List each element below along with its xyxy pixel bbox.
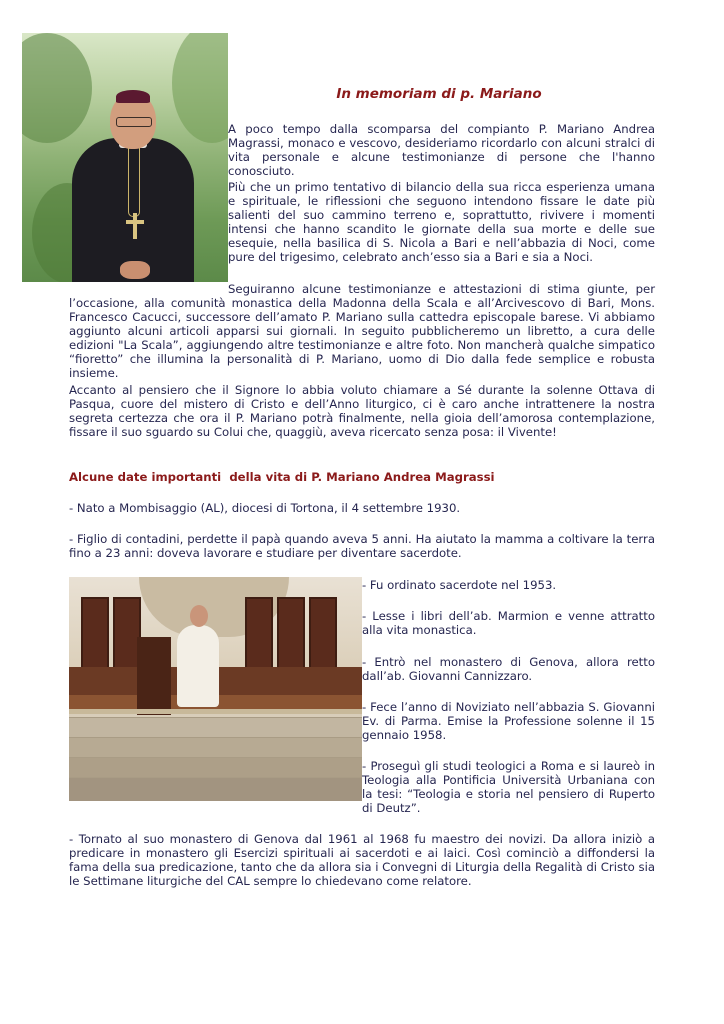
date-item: - Entrò nel monastero di Genova, allora retto dall’ab. Giovanni Cannizzaro.: [362, 655, 655, 683]
date-item: - Fu ordinato sacerdote nel 1953.: [362, 578, 557, 592]
date-item: - Tornato al suo monastero di Genova dal 1961 al 1968 fu maestro dei novizi. Da allora iniziò a predicare in monastero gli Esercizi spirituali ai sacerdoti e ai laici. Così cominciò a diffondersi la fama della sua predicazione, tanto che da allora sia i Convegni di Liturgia della Regalità di Cristo sia le Settimane liturgiche del CAL sempre lo chiedevano come relatore.: [69, 832, 655, 888]
date-item: - Nato a Mombisaggio (AL), diocesi di Tortona, il 4 settembre 1930.: [69, 501, 461, 515]
date-item: - Lesse i libri dell’ab. Marmion e venne attratto alla vita monastica.: [362, 609, 655, 637]
body-paragraph-2: Accanto al pensiero che il Signore lo abbia voluto chiamare a Sé durante la solenne Ottava di Pasqua, cuore del mistero di Cristo e dell’Anno liturgico, ci è caro anche intrattenere la nostra segreta certezza che ora il P. Mariano potrà finalmente, nella gioia dell’amorosa contemplazione, fissare il suo sguardo su Colui che, quaggiù, aveva ricercato senza posa: il Vivente!: [69, 383, 655, 439]
page-title: In memoriam di p. Mariano: [336, 86, 542, 102]
date-item: - Fece l’anno di Noviziato nell’abbazia S. Giovanni Ev. di Parma. Emise la Professione solenne il 15 gennaio 1958.: [362, 700, 655, 742]
date-item: - Figlio di contadini, perdette il papà quando aveva 5 anni. Ha aiutato la mamma a coltivare la terra fino a 23 anni: doveva lavorare e studiare per diventare sacerdote.: [69, 532, 655, 560]
dates-heading: Alcune date importanti della vita di P. Mariano Andrea Magrassi: [69, 470, 495, 484]
intro-paragraph-1: A poco tempo dalla scomparsa del compianto P. Mariano Andrea Magrassi, monaco e vescovo, desideriamo ricordarlo con alcuni stralci di vita personale e alcune testimonianze di persone che l'hanno conosciuto.: [228, 122, 655, 178]
date-item: - Proseguì gli studi teologici a Roma e si laureò in Teologia alla Pontificia Università Urbaniana con la tesi: “Teologia e storia nel pensiero di Ruperto di Deutz”.: [362, 759, 655, 815]
body-paragraph-1: Seguiranno alcune testimonianze e attestazioni di stima giunte, per l’occasione, alla comunità monastica della Madonna della Scala e all’Arcivescovo di Bari, Mons. Francesco Cacucci, successore dell’amato P. Mariano sulla cattedra episcopale barese. Vi abbiamo aggiunto alcuni articoli apparsi sui giornali. In seguito pubblicheremo un libretto, a cura delle edizioni "La Scala”, aggiungendo altre testimonianze e altre foto. Non mancherà qualche simpatico “fioretto” che illumina la personalità di P. Mariano, uomo di Dio dalla fede semplice e robusta insieme.: [69, 282, 655, 380]
basilica-photo: [69, 577, 362, 801]
portrait-photo: [22, 33, 228, 282]
intro-paragraph-2: Più che un primo tentativo di bilancio della sua ricca esperienza umana e spirituale, le riflessioni che seguono intendono fissare le date più salienti del suo cammino terreno e, soprattutto, rivivere i momenti intensi che hanno scandito le giornate della sua morte e delle sue esequie, nella basilica di S. Nicola a Bari e nell’abbazia di Noci, come pure del trigesimo, celebrato anch’esso sia a Bari e sia a Noci.: [228, 180, 655, 264]
